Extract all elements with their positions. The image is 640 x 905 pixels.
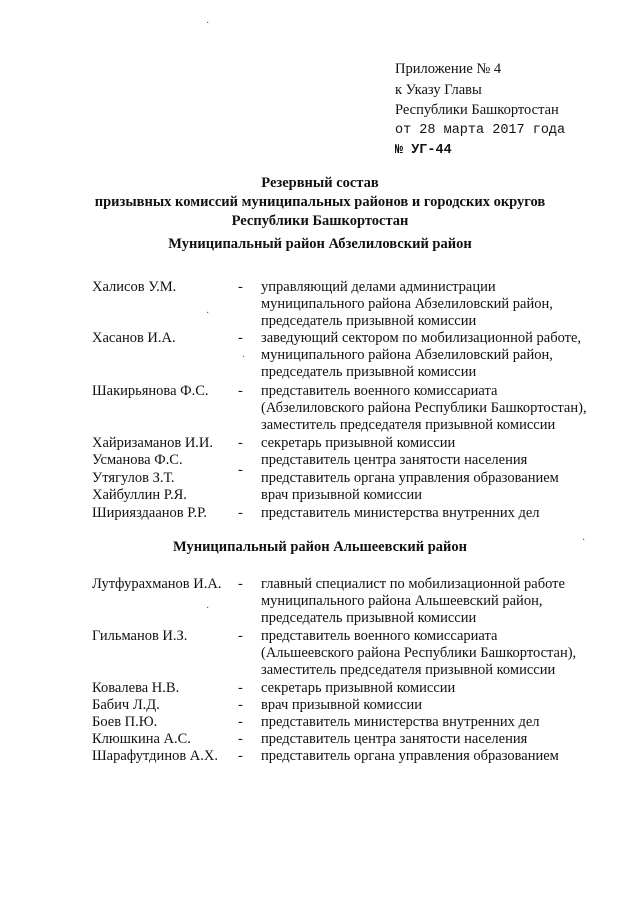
member-dash: - (238, 628, 243, 644)
appendix-date: от 28 марта 2017 года (395, 122, 566, 138)
member-dash: - (238, 697, 243, 713)
member-role-line: главный специалист по мобилизационной работе (261, 576, 565, 592)
member-name: Гильманов И.З. (92, 628, 188, 644)
member-role-line: представитель органа управления образованием (261, 470, 559, 486)
member-dash: - (238, 330, 243, 346)
member-role-line: заместитель председателя призывной комиссии (261, 417, 556, 433)
member-role-line: представитель центра занятости населения (261, 452, 528, 468)
scan-speck: · (582, 535, 586, 546)
member-role-line: представитель военного комиссариата (261, 628, 498, 644)
title-line-3: Республики Башкортостан (231, 213, 409, 229)
member-role-line: заместитель председателя призывной комиссии (261, 662, 556, 678)
member-dash: - (238, 462, 243, 478)
member-dash: - (238, 680, 243, 696)
member-role-line: заведующий сектором по мобилизационной работе, (261, 330, 582, 346)
member-name: Утягулов З.Т. (92, 470, 175, 486)
document-title (0, 174, 640, 231)
member-role-line: председатель призывной комиссии (261, 364, 477, 380)
member-role-line: врач призывной комиссии (261, 697, 422, 713)
member-name: Клюшкина А.С. (92, 731, 191, 747)
member-name: Усманова Ф.С. (92, 452, 183, 468)
member-name: Ширияздаанов Р.Р. (92, 505, 208, 521)
member-name: Ковалева Н.В. (92, 680, 180, 696)
member-dash: - (238, 505, 243, 521)
member-dash: - (238, 279, 243, 295)
member-role-line: муниципального района Абзелиловский район, (261, 296, 553, 312)
member-role-line: (Абзелиловского района Республики Башкортостан), (261, 400, 587, 416)
scan-speck: · (206, 308, 210, 319)
member-role-line: врач призывной комиссии (261, 487, 422, 503)
member-role-line: (Альшеевского района Республики Башкортостан), (261, 645, 577, 661)
member-dash: - (238, 731, 243, 747)
member-role-line: председатель призывной комиссии (261, 610, 477, 626)
member-dash: - (238, 576, 243, 592)
member-dash: - (238, 435, 243, 451)
member-dash: - (238, 748, 243, 764)
scan-speck: · (242, 352, 246, 363)
district-heading-alsheevsky: Муниципальный район Альшеевский район (172, 539, 468, 555)
member-name: Боев П.Ю. (92, 714, 158, 730)
member-role-line: представитель министерства внутренних дел (261, 505, 540, 521)
member-role-line: секретарь призывной комиссии (261, 435, 456, 451)
title-line-2: призывных комиссий муниципальных районов и городских округов (94, 194, 546, 210)
district-heading-abzelilovsky: Муниципальный район Абзелиловский район (168, 236, 472, 252)
title-line-1: Резервный состав (261, 175, 379, 191)
member-role-line: управляющий делами администрации (261, 279, 496, 295)
member-name: Бабич Л.Д. (92, 697, 160, 713)
member-name: Хасанов И.А. (92, 330, 176, 346)
member-role-line: председатель призывной комиссии (261, 313, 477, 329)
member-role-line: представитель центра занятости населения (261, 731, 528, 747)
member-role-line: секретарь призывной комиссии (261, 680, 456, 696)
appendix-decree-ref: к Указу Главы (395, 81, 482, 98)
member-name: Лутфурахманов И.А. (92, 576, 222, 592)
member-name: Шакирьянова Ф.С. (92, 383, 209, 399)
appendix-block (395, 59, 565, 162)
member-dash: - (238, 714, 243, 730)
member-role-line: представитель министерства внутренних дел (261, 714, 540, 730)
member-name: Халисов У.М. (92, 279, 177, 295)
member-role-line: муниципального района Абзелиловский район, (261, 347, 553, 363)
member-role-line: муниципального района Альшеевский район, (261, 593, 543, 609)
scan-speck: · (206, 603, 210, 614)
member-name: Хайбуллин Р.Я. (92, 487, 187, 503)
member-role-line: представитель военного комиссариата (261, 383, 498, 399)
scan-speck: · (206, 18, 210, 29)
member-name: Шарафутдинов А.Х. (92, 748, 218, 764)
appendix-republic: Республики Башкортостан (395, 102, 559, 118)
member-dash: - (238, 383, 243, 399)
member-name: Хайризаманов И.И. (92, 435, 214, 451)
appendix-decree-number: № УГ-44 (395, 143, 452, 158)
appendix-number: Приложение № 4 (395, 61, 502, 77)
member-role-line: представитель органа управления образованием (261, 748, 559, 764)
